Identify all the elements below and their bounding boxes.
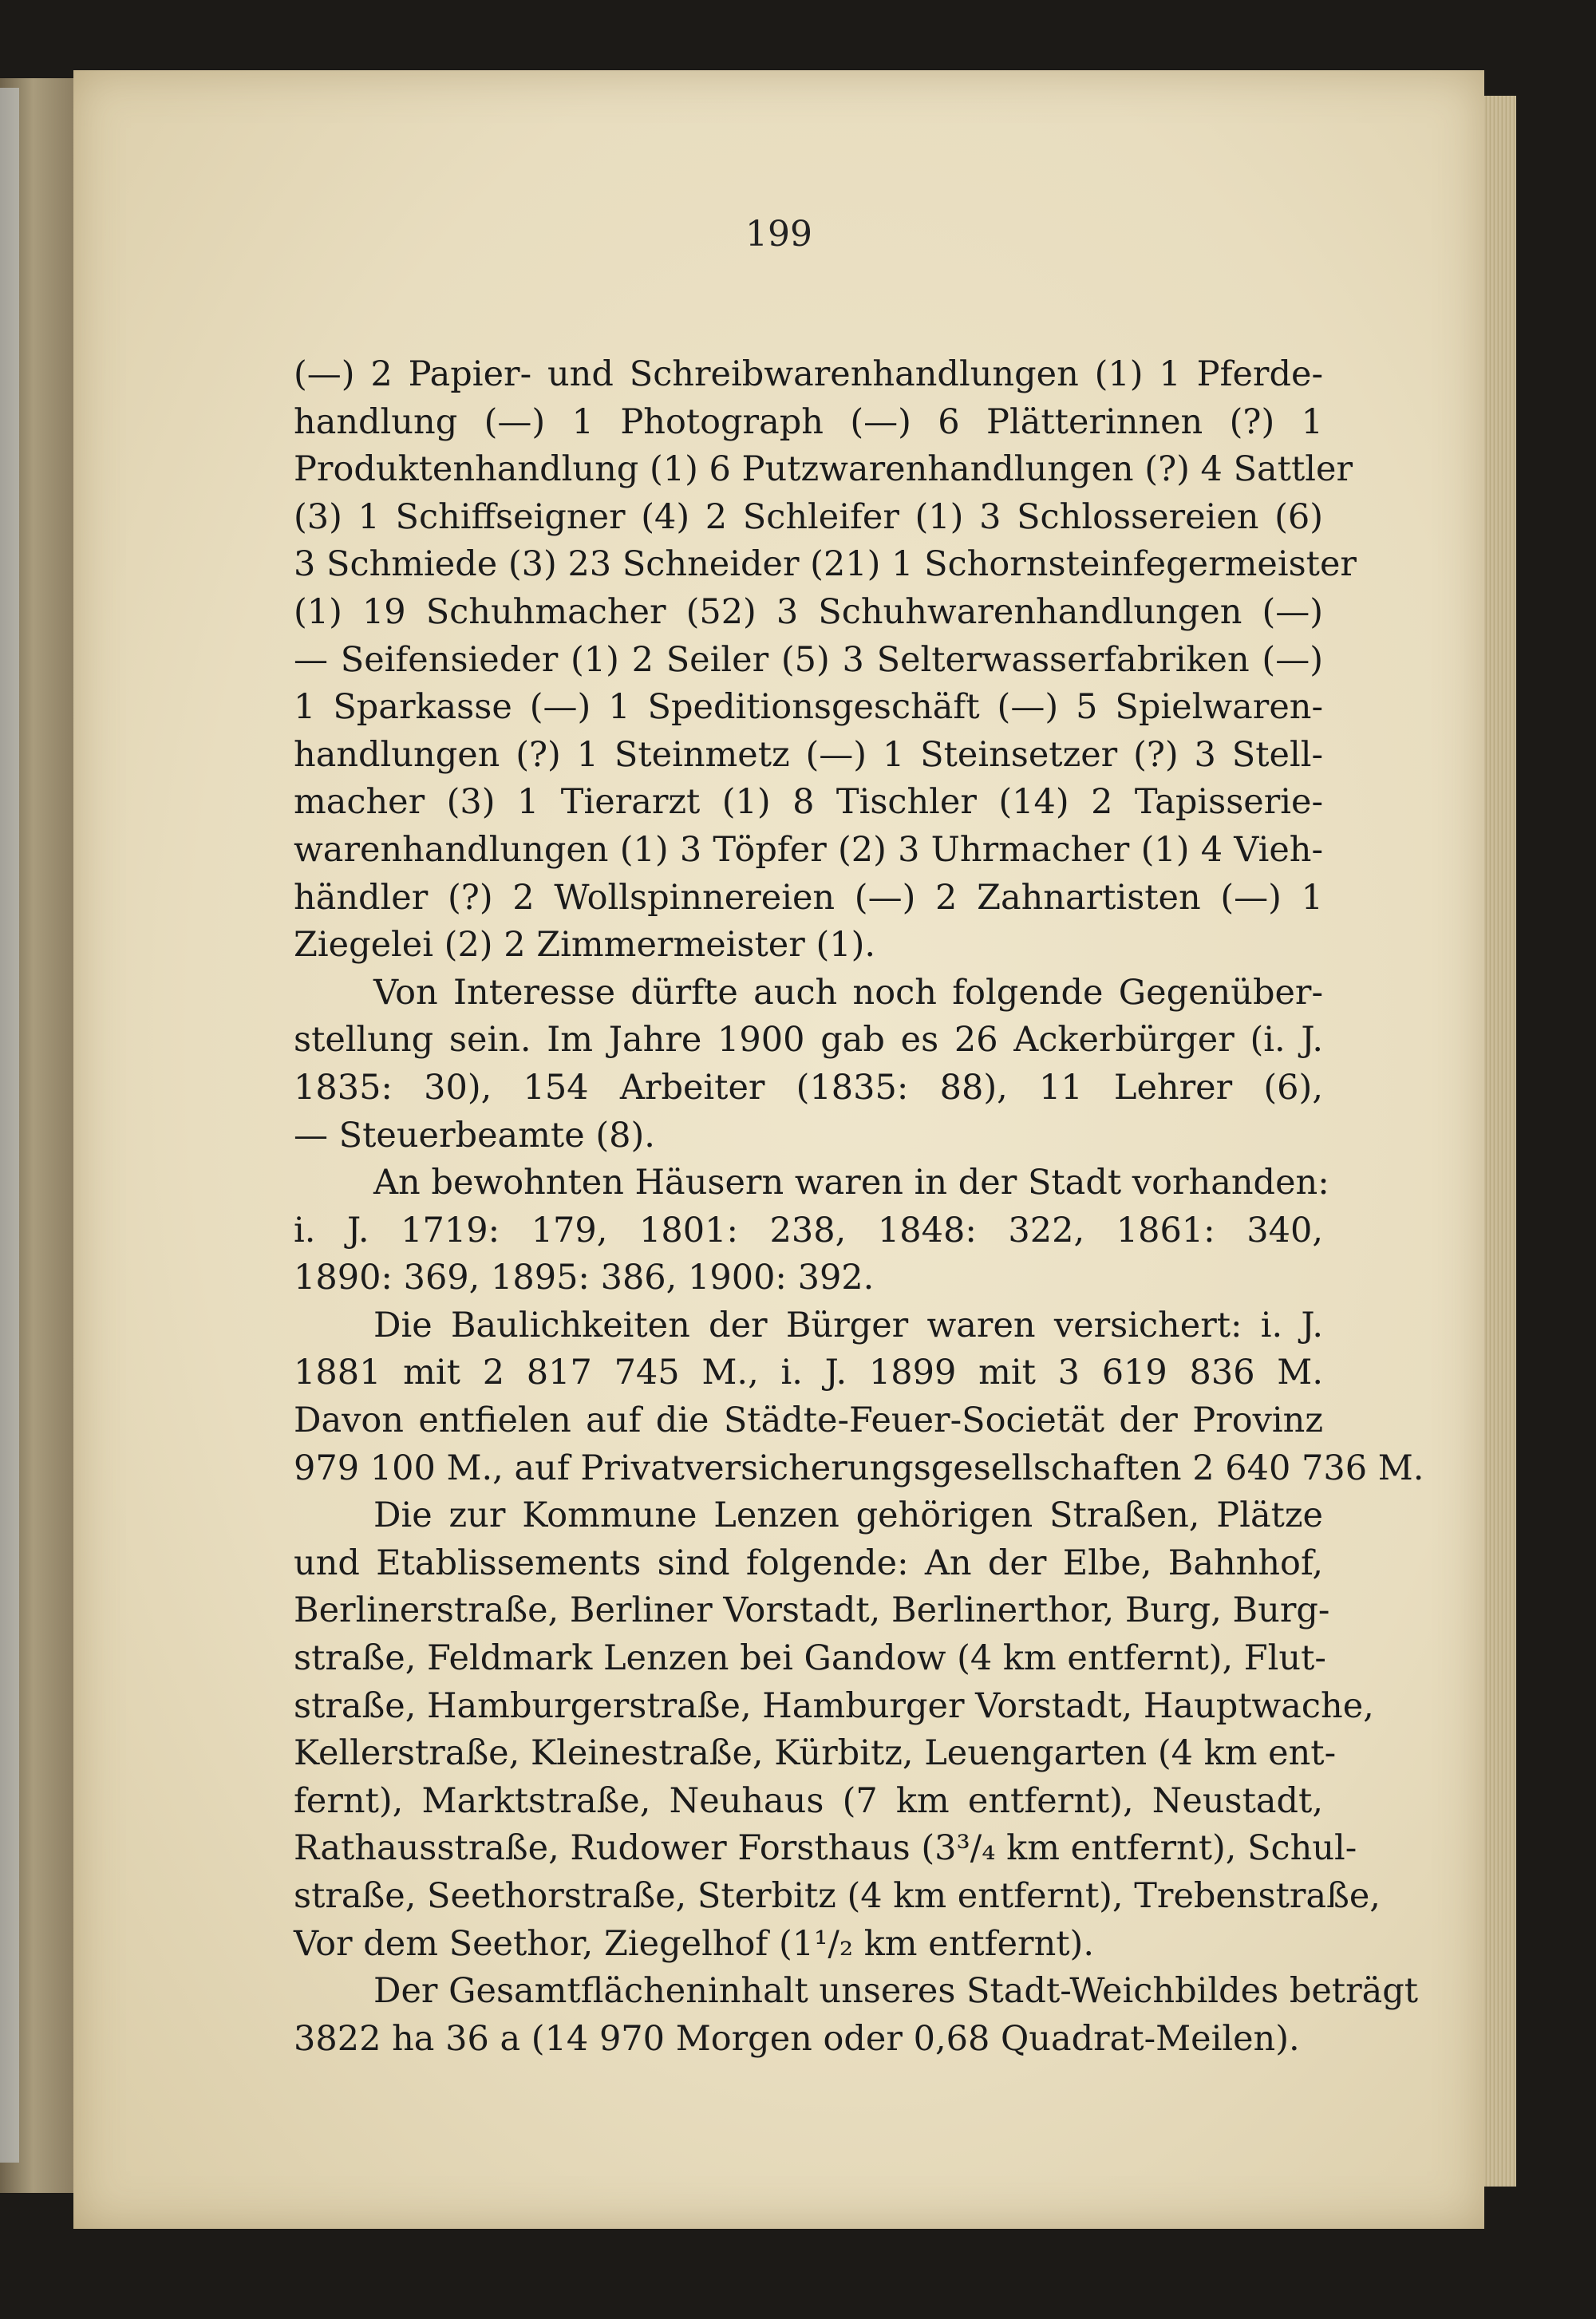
text-line: 1 Sparkasse (—) 1 Speditionsgeschäft (—) 5 Spielwaren- — [294, 687, 1323, 728]
text-line: straße, Feldmark Lenzen bei Gandow (4 km entfernt), Flut- — [294, 1638, 1326, 1679]
text-line: (1) 19 Schuhmacher (52) 3 Schuhwarenhandlungen (—) — [294, 591, 1323, 632]
text-line: 3 Schmiede (3) 23 Schneider (21) 1 Schornsteinfegermeister — [294, 544, 1357, 585]
text-line: (3) 1 Schiffseigner (4) 2 Schleifer (1) 3 Schlossereien (6) — [294, 496, 1323, 537]
text-line: Die zur Kommune Lenzen gehörigen Straßen, Plätze — [373, 1495, 1323, 1536]
text-line: i. J. 1719: 179, 1801: 238, 1848: 322, 1861: 340, — [294, 1210, 1323, 1250]
text-line: 1881 mit 2 817 745 M., i. J. 1899 mit 3 619 836 M. — [294, 1353, 1323, 1393]
text-line: 1890: 369, 1895: 386, 1900: 392. — [294, 1258, 875, 1298]
text-line: händler (?) 2 Wollspinnereien (—) 2 Zahnartisten (—) 1 — [294, 877, 1323, 918]
text-line: Berlinerstraße, Berliner Vorstadt, Berlinerthor, Burg, Burg- — [294, 1590, 1330, 1631]
paragraph — [294, 351, 1357, 970]
scan-strip — [0, 88, 19, 2163]
book-page — [73, 70, 1484, 2229]
text-line: straße, Seethorstraße, Sterbitz (4 km entfernt), Trebenstraße, — [294, 1876, 1381, 1916]
text-line: (—) 2 Papier- und Schreibwarenhandlungen (1) 1 Pferde- — [294, 354, 1323, 394]
text-line: An bewohnten Häusern waren in der Stadt vorhanden: — [373, 1163, 1329, 1203]
text-line: warenhandlungen (1) 3 Töpfer (2) 3 Uhrmacher (1) 4 Vieh- — [294, 829, 1323, 870]
text-line: Davon entfielen auf die Städte-Feuer-Societät der Provinz — [294, 1400, 1323, 1441]
page-stack-edge — [1484, 96, 1516, 2187]
page-number: 199 — [745, 214, 812, 255]
text-line: — Seifensieder (1) 2 Seiler (5) 3 Selterwasserfabriken (—) — [294, 639, 1323, 680]
paragraph — [294, 1968, 1419, 2063]
text-line: 3822 ha 36 a (14 970 Morgen oder 0,68 Quadrat-Meilen). — [294, 2018, 1300, 2059]
text-line: Kellerstraße, Kleinestraße, Kürbitz, Leuengarten (4 km ent- — [294, 1733, 1337, 1774]
paragraph — [294, 1302, 1424, 1492]
text-line: 1835: 30), 154 Arbeiter (1835: 88), 11 Lehrer (6), — [294, 1067, 1323, 1108]
text-line: und Etablissements sind folgende: An der Elbe, Bahnhof, — [294, 1543, 1323, 1583]
text-line: — Steuerbeamte (8). — [294, 1115, 655, 1156]
text-line: stellung sein. Im Jahre 1900 gab es 26 Ackerbürger (i. J. — [294, 1020, 1323, 1061]
text-line: Produktenhandlung (1) 6 Putzwarenhandlungen (?) 4 Sattler — [294, 449, 1353, 490]
text-line: straße, Hamburgerstraße, Hamburger Vorstadt, Hauptwache, — [294, 1685, 1374, 1726]
text-line: 979 100 M., auf Privatversicherungsgesellschaften 2 640 736 M. — [294, 1448, 1424, 1488]
paragraph — [294, 1492, 1381, 1968]
text-line: Rathausstraße, Rudower Forsthaus (3³/₄ km entfernt), Schul- — [294, 1828, 1357, 1869]
page-body-text — [294, 351, 1424, 2063]
text-line: Ziegelei (2) 2 Zimmermeister (1). — [294, 925, 876, 966]
text-line: handlungen (?) 1 Steinmetz (—) 1 Steinsetzer (?) 3 Stell- — [294, 734, 1323, 775]
text-line: Der Gesamtflächeninhalt unseres Stadt-Weichbildes beträgt — [373, 1971, 1419, 2012]
text-line: macher (3) 1 Tierarzt (1) 8 Tischler (14) 2 Tapisserie- — [294, 782, 1323, 823]
text-line: Vor dem Seethor, Ziegelhof (1¹/₂ km entfernt). — [294, 1923, 1095, 1964]
paragraph — [294, 970, 1323, 1160]
paragraph — [294, 1160, 1329, 1302]
text-line: Die Baulichkeiten der Bürger waren versichert: i. J. — [373, 1305, 1323, 1345]
text-line: Von Interesse dürfte auch noch folgende Gegenüber- — [373, 972, 1323, 1013]
text-line: fernt), Marktstraße, Neuhaus (7 km entfernt), Neustadt, — [294, 1780, 1323, 1821]
text-line: handlung (—) 1 Photograph (—) 6 Plätterinnen (?) 1 — [294, 401, 1323, 442]
